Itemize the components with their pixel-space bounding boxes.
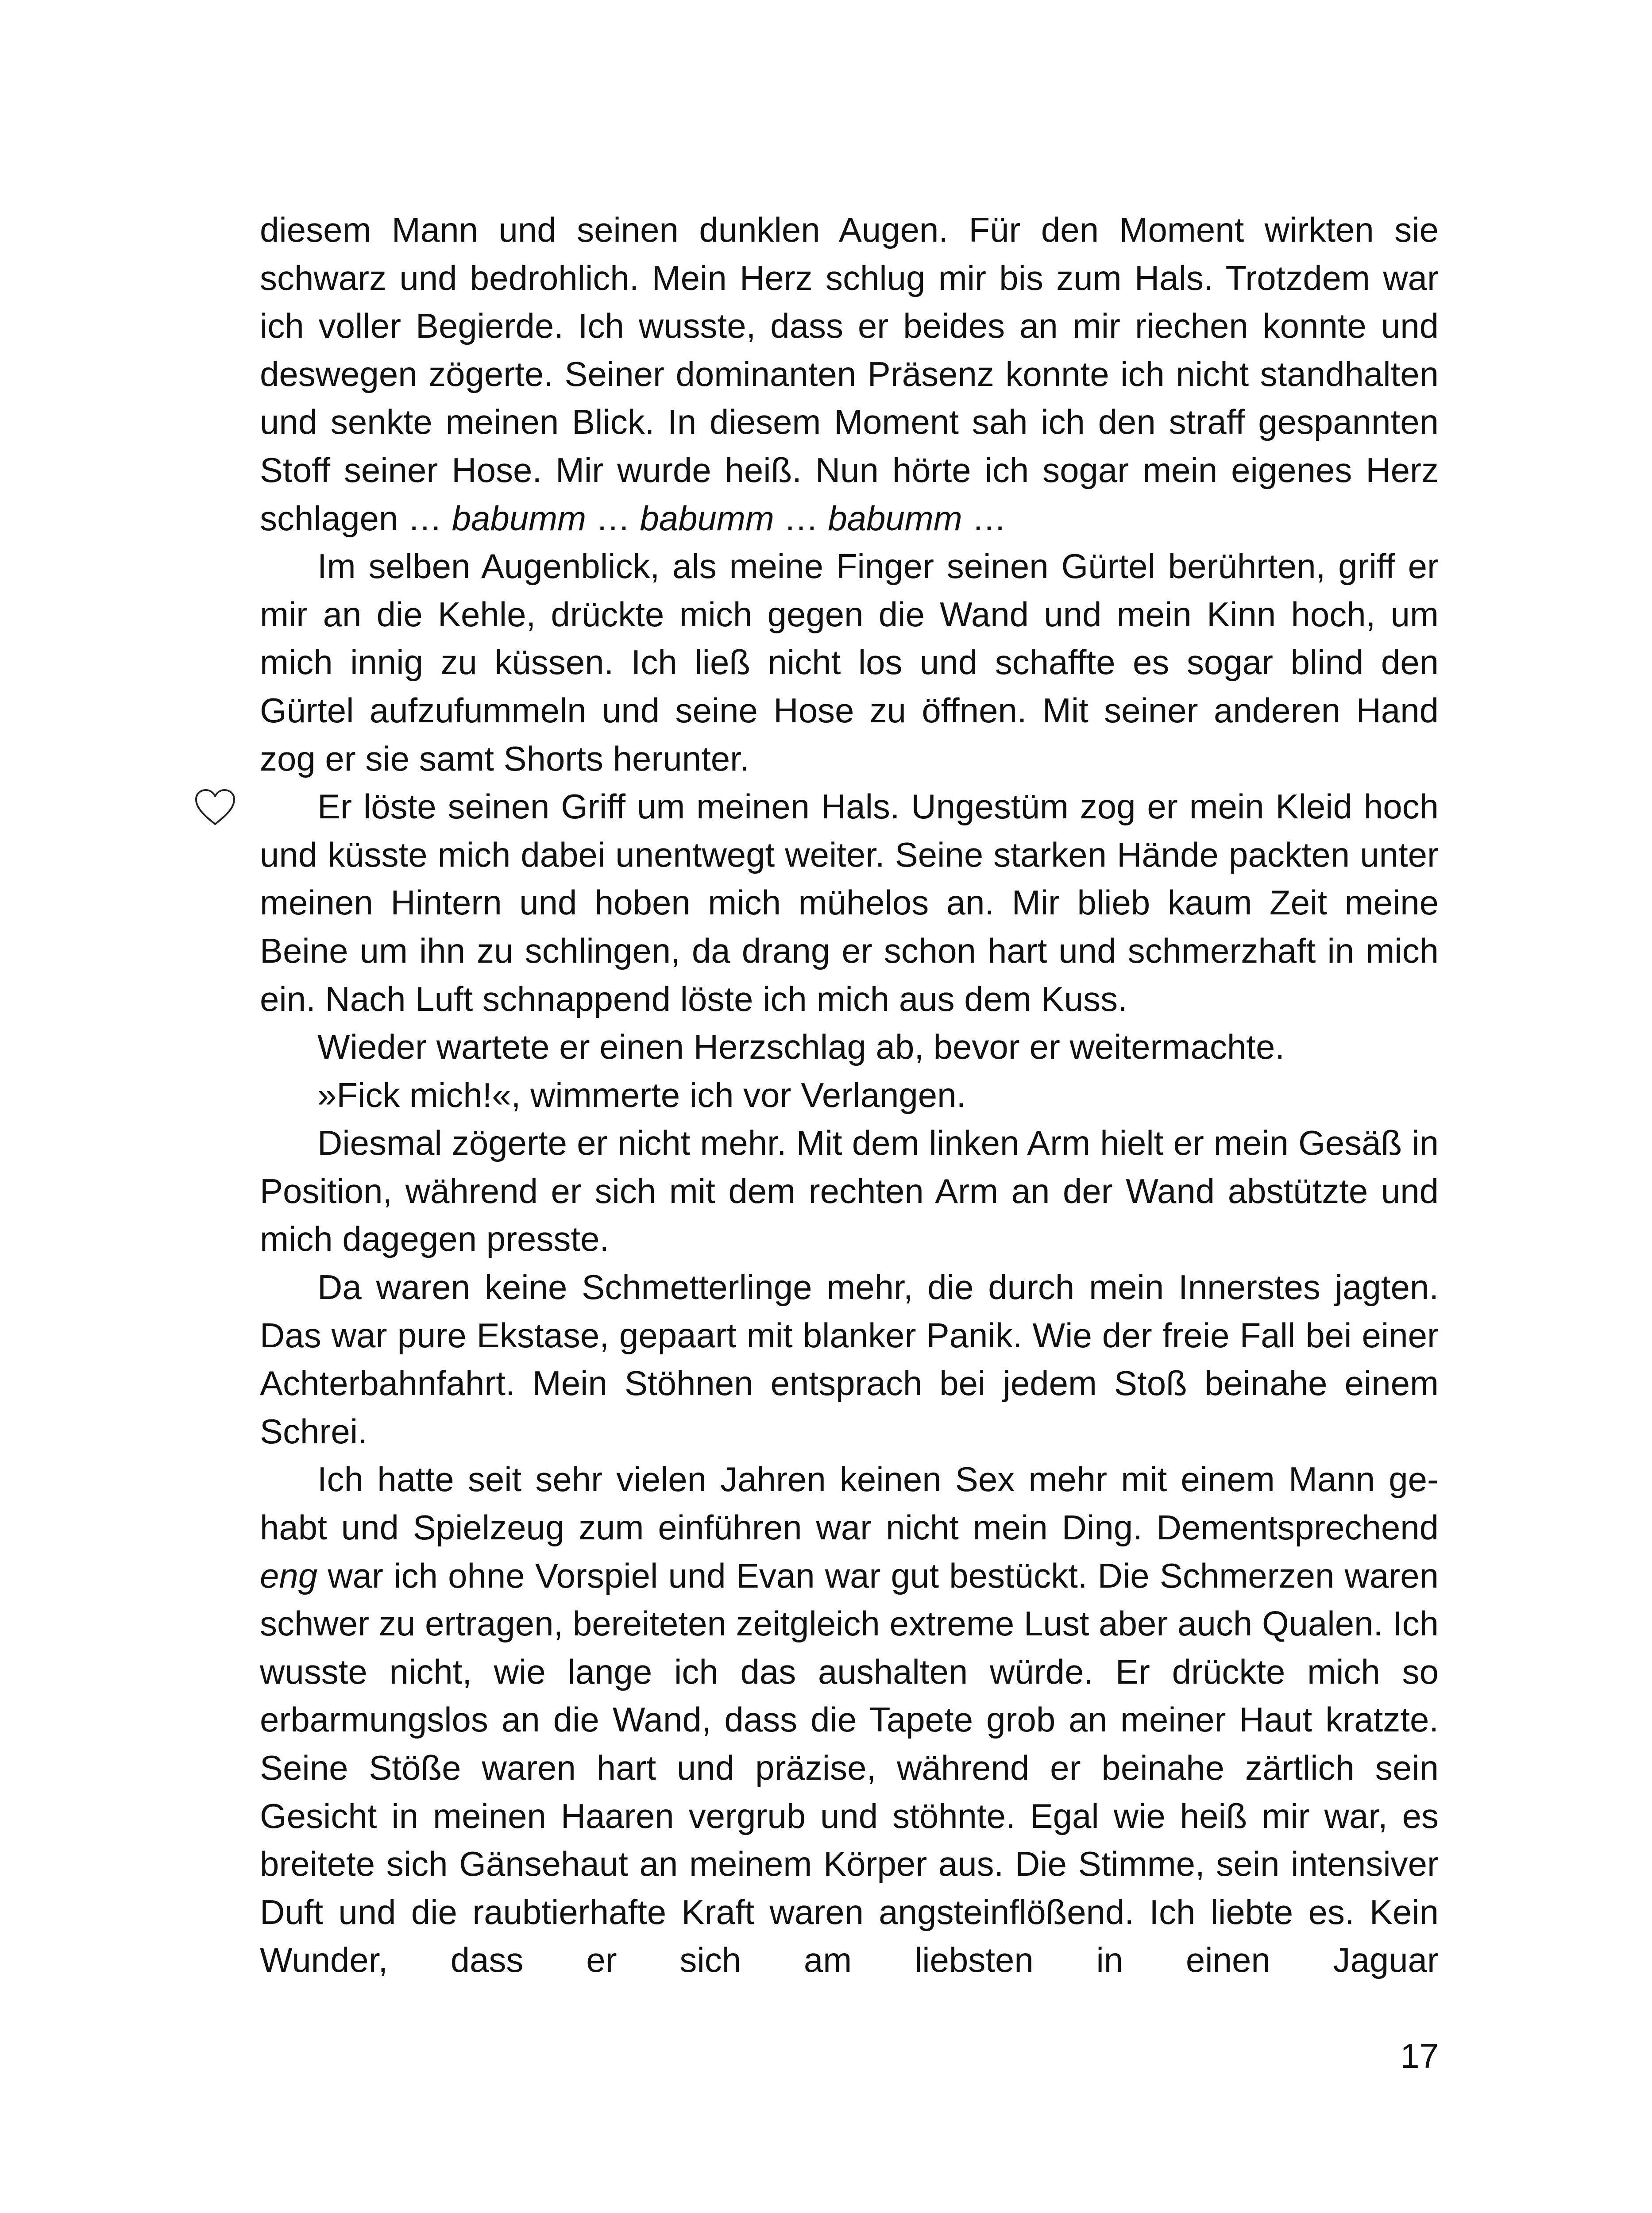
text-segment: diesem Mann und seinen dunklen Augen. Für den Moment wirkten sie schwarz und bedrohlich. Mein Herz schlug mir bis zum Hals. Trotzdem war ich voller Begierde. Ich wusste, dass er beides an mir riechen konnte und deswegen zögerte. Seiner dominanten Präsenz konnte ich nicht standhalten und senkte meinen Blick. In diesem Moment sah ich den straff gespannten Stoff seiner Hose. Mir wurde heiß. Nun hörte ich sogar mein eigenes Herz schlagen … — [260, 210, 1439, 538]
text-segment: Ich hatte seit sehr vielen Jahren keinen Sex mehr mit einem Mann gehabt und Spielzeug zum einführen war nicht mein Ding. Dementsprechend — [260, 1460, 1439, 1547]
text-segment: Wieder wartete er einen Herzschlag ab, bevor er weitermachte. — [317, 1027, 1285, 1067]
text-segment: Da waren keine Schmetterlinge mehr, die durch mein Innerstes jagten. Das war pure Ekstase, gepaart mit blanker Panik. Wie der freie Fall bei einer Achterbahnfahrt. Mein Stöhnen entsprach bei jedem Stoß beinahe einem Schrei. — [260, 1268, 1439, 1451]
emphasis-text: eng — [260, 1556, 318, 1595]
text-segment: … — [774, 498, 828, 538]
paragraph-5 — [260, 1071, 1439, 1119]
text-segment: … — [586, 498, 640, 538]
emphasis-text: babumm — [640, 498, 774, 538]
text-segment: Diesmal zögerte er nicht mehr. Mit dem linken Arm hielt er mein Gesäß in Position, während er sich mit dem rechten Arm an der Wand abstützte und mich dagegen presste. — [260, 1123, 1439, 1259]
text-segment: »Fick mich!«, wimmerte ich vor Verlangen. — [317, 1075, 966, 1114]
paragraph-6 — [260, 1119, 1439, 1263]
paragraph-3 — [260, 783, 1439, 1023]
page-number: 17 — [1400, 2036, 1439, 2075]
paragraph-7 — [260, 1263, 1439, 1455]
text-segment: … — [962, 498, 1007, 538]
paragraph-8 — [260, 1455, 1439, 1984]
paragraph-2 — [260, 542, 1439, 783]
paragraph-1 — [260, 206, 1439, 542]
emphasis-text: babumm — [452, 498, 587, 538]
text-segment: Er löste seinen Griff um meinen Hals. Ungestüm zog er mein Kleid hoch und küsste mich dabei unentwegt weiter. Seine starken Hände packten unter meinen Hintern und hoben mich mühelos an. Mir blieb kaum Zeit meine Beine um ihn zu schlingen, da drang er schon hart und schmerzhaft in mich ein. Nach Luft schnappend löste ich mich aus dem Kuss. — [260, 787, 1439, 1018]
paragraph-4 — [260, 1023, 1439, 1071]
heart-outline-icon — [194, 788, 236, 827]
text-segment: war ich ohne Vorspiel und Evan war gut bestückt. Die Schmerzen waren schwer zu ertragen, bereiteten zeitgleich extreme Lust aber auch Qualen. Ich wusste nicht, wie lange ich das aushalten würde. Er drückte mich so erbarmungslos an die Wand, dass die Tapete grob an meiner Haut kratzte. Seine Stöße waren hart und präzise, während er beinahe zärtlich sein Gesicht in meinen Haaren vergrub und stöhnte. Egal wie heiß mir war, es breitete sich Gänsehaut an meinem Körper aus. Die Stimme, sein intensiver Duft und die raubtierhafte Kraft waren angsteinflößend. Ich liebte es. Kein Wunder, dass er sich am liebsten in einen Jaguar — [260, 1556, 1439, 1980]
emphasis-text: babumm — [828, 498, 962, 538]
text-segment: Im selben Augenblick, als meine Finger seinen Gürtel berührten, griff er mir an die Kehle, drückte mich gegen die Wand und mein Kinn hoch, um mich innig zu küssen. Ich ließ nicht los und schaffte es sogar blind den Gürtel aufzufummeln und seine Hose zu öffnen. Mit seiner anderen Hand zog er sie samt Shorts herunter. — [260, 547, 1439, 778]
body-text — [260, 206, 1439, 1984]
